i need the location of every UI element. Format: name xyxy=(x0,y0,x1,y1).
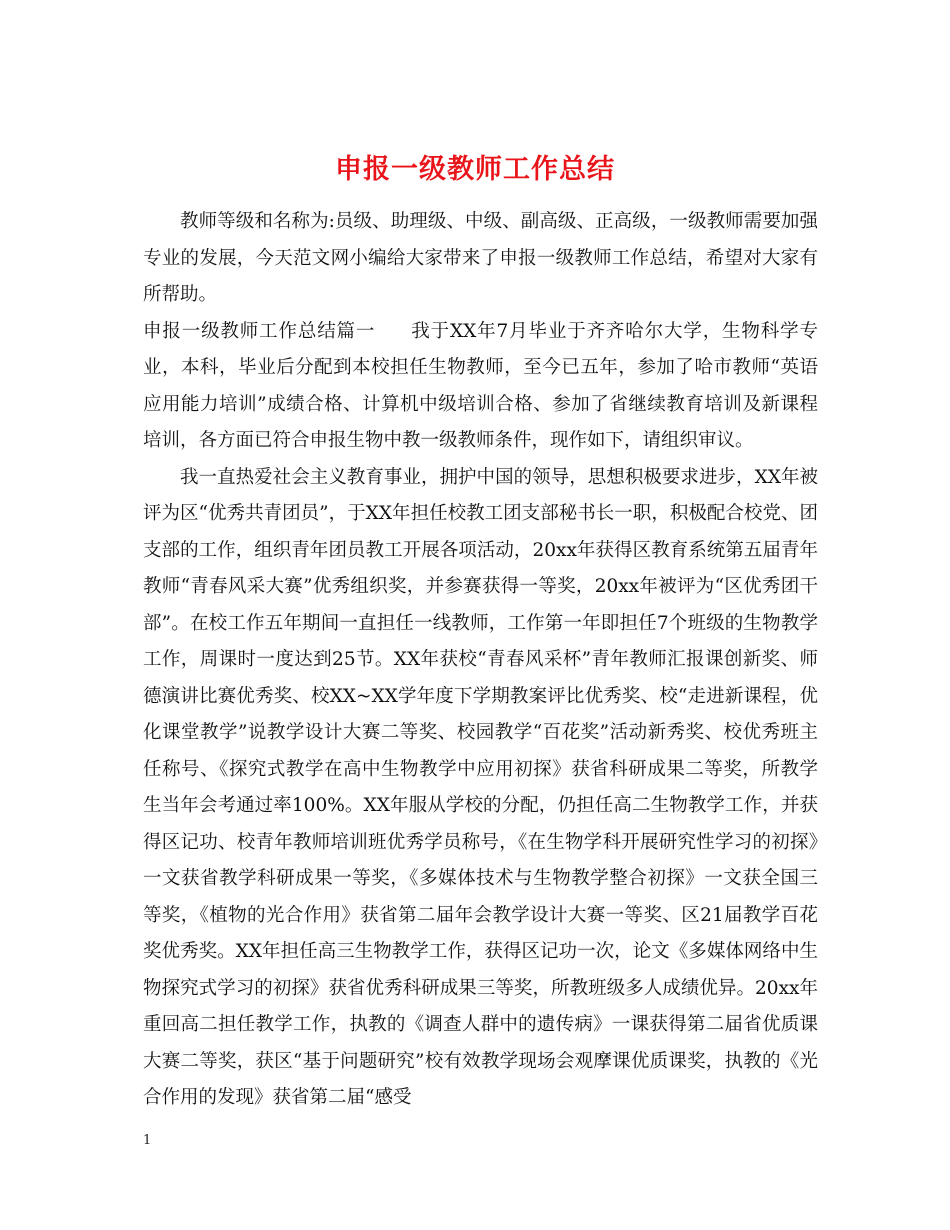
section-paragraph xyxy=(143,314,818,460)
document-title: 申报一级教师工作总结 xyxy=(335,154,615,186)
intro-paragraph: 教师等级和名称为:员级、助理级、中级、副高级、正高级，一级教师需要加强专业的发展，今天范文网小编给大家带来了申报一级教师工作总结，希望对大家有所帮助。 xyxy=(143,211,818,305)
section-first-paragraph: 我于XX年7月毕业于齐齐哈尔大学，生物科学专业，本科，毕业后分配到本校担任生物教师，至今已五年，参加了哈市教师“英语应用能力培训”成绩合格、计算机中级培训合格、参加了省继续教育培训及新课程培训，各方面已符合申报生物中教一级教师条件，现作如下，请组织审议。 xyxy=(143,320,818,451)
section-heading: 申报一级教师工作总结篇一 xyxy=(143,320,376,342)
page-number: 1 xyxy=(143,1133,152,1148)
document-body xyxy=(143,204,818,1117)
main-paragraph: 我一直热爱社会主义教育事业，拥护中国的领导，思想积极要求进步，XX年被评为区“优秀共青团员”，于XX年担任校教工团支部秘书长一职，积极配合校党、团支部的工作，组织青年团员教工开展各项活动，20xx年获得区教育系统第五届青年教师“青春风采大赛”优秀组织奖，并参赛获得一等奖，20xx年被评为“区优秀团干部”。在校工作五年期间一直担任一线教师，工作第一年即担任7个班级的生物教学工作，周课时一度达到25节。XX年获校“青春风采杯”青年教师汇报课创新奖、师德演讲比赛优秀奖、校XX~XX学年度下学期教案评比优秀奖、校“走进新课程，优化课堂教学”说教学设计大赛二等奖、校园教学“百花奖”活动新秀奖、校优秀班主任称号、《探究式教学在高中生物教学中应用初探》获省科研成果二等奖，所教学生当年会考通过率100%。XX年服从学校的分配，仍担任高二生物教学工作，并获得区记功、校青年教师培训班优秀学员称号，《在生物学科开展研究性学习的初探》一文获省教学科研成果一等奖，《多媒体技术与生物教学整合初探》一文获全国三等奖，《植物的光合作用》获省第二届年会教学设计大赛一等奖、区21届教学百花奖优秀奖。XX年担任高三生物教学工作，获得区记功一次，论文《多媒体网络中生物探究式学习的初探》获省优秀科研成果三等奖，所教班级多人成绩优异。20xx年重回高二担任教学工作，执教的《调查人群中的遗传病》一课获得第二届省优质课大赛二等奖，获区“基于问题研究”校有效教学现场会观摩课优质课奖，执教的《光合作用的发现》获省第二届“感受 xyxy=(143,466,818,1108)
